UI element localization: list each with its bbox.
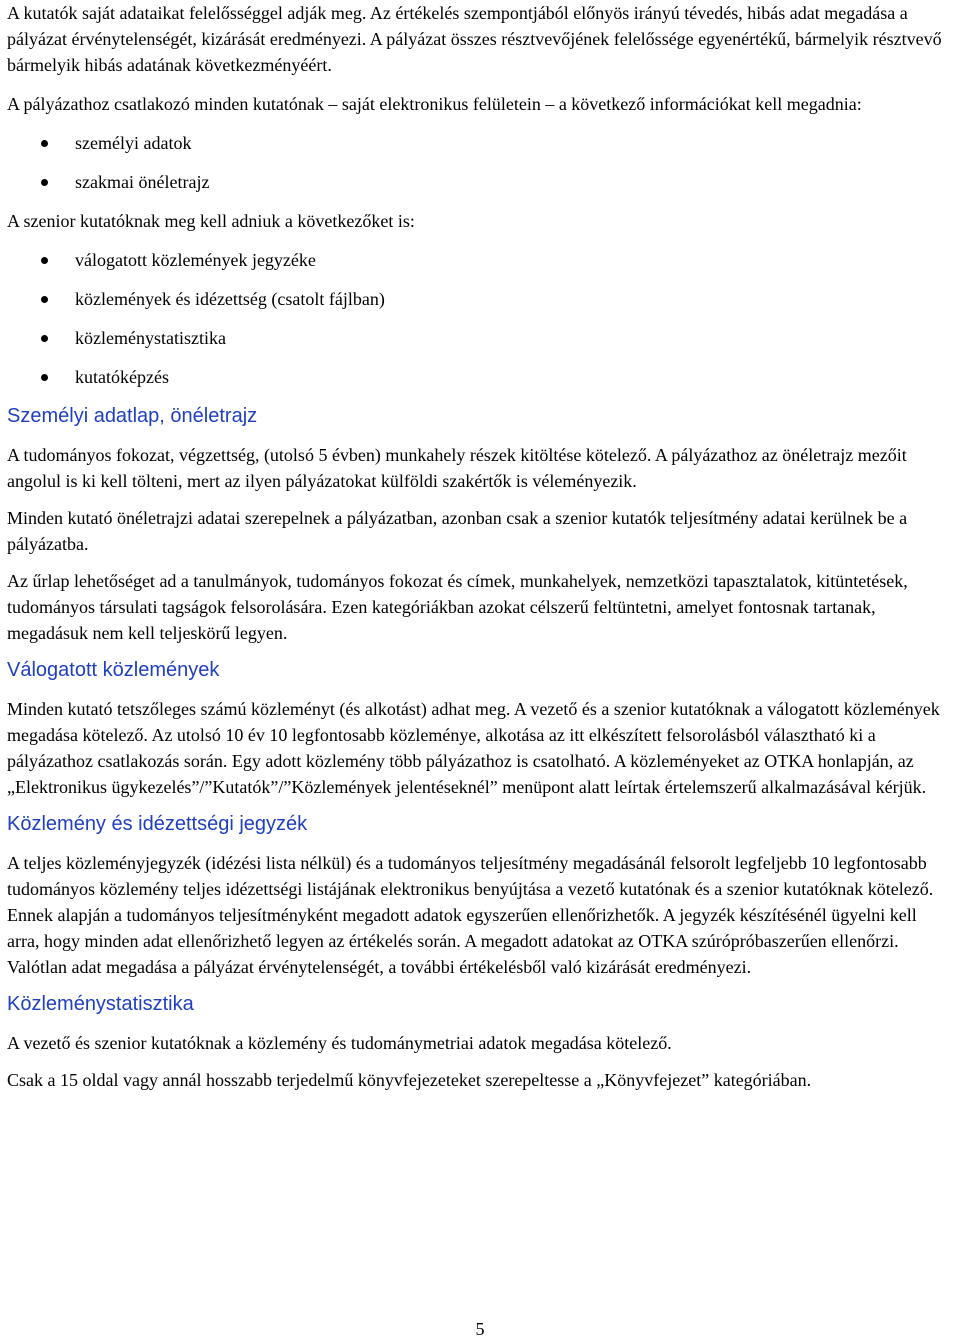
section-heading-publication-citation-list: Közlemény és idézettségi jegyzék (7, 813, 308, 835)
list-item: közlemények és idézettség (csatolt fájlban) (7, 286, 953, 325)
list-item: válogatott közlemények jegyzéke (7, 247, 953, 286)
bullet-icon (41, 296, 48, 303)
bullet-icon (41, 335, 48, 342)
section2-paragraph-1: Minden kutató tetszőleges számú közleményt (és alkotást) adhat meg. A vezető és a szenior kutatóknak a válogatott közlemények megadása kötelező. Az utolsó 10 év 10 legfontosabb közleménye, alkotása az itt elkészített felsorolásból választható ki a pályázathoz csatlakozás során. Egy adott közlemény több pályázathoz is csatolható. A közleményeket az OTKA honlapján, az „Elektronikus ügykezelés”/”Kutatók”/”Közlemények jelentéseknél” menüpont alatt leírtak értelemszerű alkalmazásával kérjük. (7, 699, 940, 797)
section3-paragraph-1: A teljes közleményjegyzék (idézési lista nélkül) és a tudományos teljesítmény megadásánál felsorolt legfeljebb 10 legfontosabb tudományos közlemény teljes idézettségi listájának elektronikus benyújtása a vezető kutatónak és a szenior kutatóknak kötelező. Ennek alapján a tudományos teljesítményként megadott adatok egyszerűen ellenőrizhetők. A jegyzék készítésénél ügyelni kell arra, hogy minden adat ellenőrizhető legyen az értékelés során. A megadott adatokat az OTKA szúrópróbaszerűen ellenőrzi. Valótlan adat megadása a pályázat érvénytelenségét, a további értékelésből való kizárását eredményezi. (7, 853, 934, 977)
section-heading-selected-publications: Válogatott közlemények (7, 659, 220, 681)
section4-paragraph-2: Csak a 15 oldal vagy annál hosszabb terjedelmű könyvfejezeteket szerepeltesse a „Könyvfejezet” kategóriában. (7, 1070, 812, 1090)
senior-intro-paragraph: A szenior kutatóknak meg kell adniuk a következőket is: (7, 211, 415, 231)
section4-paragraph-1: A vezető és szenior kutatóknak a közlemény és tudománymetriai adatok megadása kötelező. (7, 1033, 672, 1053)
list-item: közleménystatisztika (7, 325, 953, 364)
section1-paragraph-1: A tudományos fokozat, végzettség, (utolsó 5 évben) munkahely részek kitöltése kötelező. A pályázathoz az önéletrajz mezőit angolul is ki kell tölteni, mert az ilyen pályázatokat külföldi szakértők is véleményezik. (7, 445, 907, 491)
list-item: kutatóképzés (7, 364, 953, 403)
intro-paragraph-1: A kutatók saját adataikat felelősséggel adják meg. Az értékelés szempontjából előnyös irányú tévedés, hibás adat megadása a pályázat érvénytelenségét, kizárását eredményezi. A pályázat összes résztvevőjének felelőssége egyenértékű, bármelyik résztvevő bármelyik hibás adatának következményéért. (7, 3, 942, 75)
section-heading-publication-statistics: Közleménystatisztika (7, 993, 194, 1015)
list-item: személyi adatok (7, 130, 953, 169)
required-info-list (7, 130, 953, 208)
section1-paragraph-2: Minden kutató önéletrajzi adatai szerepelnek a pályázatban, azonban csak a szenior kutatók teljesítmény adatai kerülnek be a pályázatba. (7, 508, 908, 554)
list-item: szakmai önéletrajz (7, 169, 953, 208)
page-number: 5 (475, 1319, 485, 1339)
bullet-icon (41, 257, 48, 264)
section-heading-personal-data: Személyi adatlap, önéletrajz (7, 405, 258, 427)
intro-paragraph-2: A pályázathoz csatlakozó minden kutatónak – saját elektronikus felületein – a következő információkat kell megadnia: (7, 94, 862, 114)
bullet-icon (41, 179, 48, 186)
senior-info-list (7, 247, 953, 403)
bullet-icon (41, 140, 48, 147)
page-content (7, 0, 953, 1093)
section1-paragraph-3: Az űrlap lehetőséget ad a tanulmányok, tudományos fokozat és címek, munkahelyek, nemzetközi tapasztalatok, kitüntetések, tudományos társulati tagságok felsorolására. Ezen kategóriákban azokat célszerű feltüntetni, amelyet fontosnak tartanak, megadásuk nem kell teljeskörű legyen. (7, 571, 908, 643)
bullet-icon (41, 374, 48, 381)
